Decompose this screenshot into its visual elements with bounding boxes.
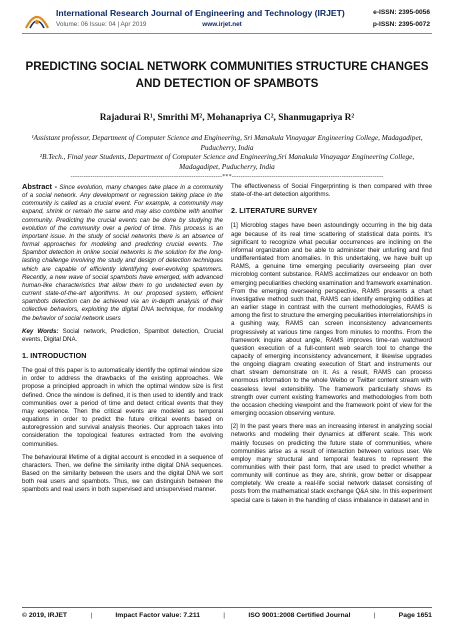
volume-issue: Volume: 06 Issue: 04 | Apr 2019 [56,21,147,28]
intro-paragraph-1: The goal of this paper is to automatically identify the optimal window size in order to address the drawbacks of the existing approaches. We propose a principled approach in which the optimal window size is first defined. Once the window is defined, it is then used to identify and track communities over a period of time and detect critical events that they may experience. Then the critical events are modeled as temporal equations in order to predict the future critical events based on autoregression and survival analysis theories. Our approach takes into consideration the topological features extracted from the evolving communities. [22,367,223,448]
paper-authors: Rajadurai R¹, Smrithi M², Mohanapriya C², Shanmugapriya R² [99,113,355,123]
footer-separator: | [90,612,93,619]
keywords-text: Social network, Prediction, Spambot detection, Crucial events, Digital DNA. [22,327,223,343]
footer-separator: | [373,612,376,619]
affiliation-1: ¹Assistant professor, Department of Computer Science and Engineering, Sri Manakula Vinayagar Engineering College, Madagadipet, Puducherry, India [31,133,423,152]
footer-iso: ISO 9001:2008 Certified Journal [248,612,351,619]
footer-divider [22,607,432,608]
section-heading-introduction: 1. INTRODUCTION [22,350,87,360]
intro-paragraph-continued: The effectiveness of Social Fingerprinting is then compared with three state-of-the-art detection algorithms. [231,183,432,199]
footer-page-number: Page 1651 [398,612,432,619]
affiliation-2: ²B.Tech., Final year Students, Department of Computer Science and Engineering,Sri Manakula Vinayagar Engineering College, Madagadipet, Puducherry, India [39,152,415,171]
section-separator: ---------------------------------------------------------------------***--------------------------------------------------------------------- [70,174,384,180]
abstract-label: Abstract - [22,182,58,191]
journal-website-link[interactable]: www.irjet.net [202,21,242,28]
literature-paragraph-2: [2] In the past years there was an increasing interest in analyzing social networks and modeling their dynamics at different scale. This work mainly focuses on predicting the future state of communities, where communities arise as a result of interaction between various user. We employ many structural and temporal features to represent the communities with their past form, that are used to predict whether a community will continue as they are, shrink, grow better or disappear completely. We create a real-life social network dataset consisting of posts from the mathematical stack exchange Q&A site. In this experiment special care is taken in the handling of class imbalance in dataset and in [231,423,432,504]
literature-paragraph-1: [1] Microblog stages have been astoundingly occurring in the big data age because of its real time scattering of statistical data points. It's significant to recognize what peculiar occurrences are inclining on the informal organization and be able to administer their unfurling and find undifferentiated from anomalies. In this undertaking, we have built up RAMS, a genuine time emerging peculiarity overseeing plan over microblog content substance. RAMS acclimatizes our endeavor on both emerging peculiarities checking examination and framework examination. From the emerging overseeing perspective, RAMS presents a chart investigative method such that, RAMS can identify emerging oddities at an earlier stage in contrast with the current methodologies, RAMS is among the first to structure the emerging peculiarities interrelationships in a gushing way, RAMS can screen inconsistency advancements progressively at various time ranges from minutes to months. From the framework inquire about angle, RAMS improves time-ran watchword question execution of a full-content web search tool to change the capacity of emerging inconsistency advancement, it likewise upgrades the ongoing diagram creating execution of Start and instruments our chart stream demonstrate on it. As a result, RAMS can process enormous information to the whole Weibo or Twitter content stream with ceaseless level extensibility. The framework particularly shows its strength over current existing frameworks and methodologies from both the occasion checking viewpoint and the framework point of view for the emerging occasion observing venture. [231,222,432,418]
page-footer [22,612,432,619]
e-issn: e-ISSN: 2395-0056 [373,9,430,16]
keywords-paragraph [22,328,223,344]
abstract-paragraph [22,183,223,323]
footer-copyright: © 2019, IRJET [22,612,68,619]
irjet-logo [22,7,52,33]
footer-separator: | [223,612,226,619]
intro-paragraph-2: The behavioural lifetime of a digital account is encoded in a sequence of characters. Then, we define the similarity inthe digital DNA sequences. Based on the similarity between the users and the digital DNA we sort both real users and spambots. Thus, we can distinguish between the spambots and real users in both supervised and unsupervised manner. [22,453,223,494]
paper-title: PREDICTING SOCIAL NETWORK COMMUNITIES STRUCTURE CHANGES AND DETECTION OF SPAMBOTS [25,60,429,90]
section-heading-literature-survey: 2. LITERATURE SURVEY [231,206,318,216]
abstract-text: Since evolution, many changes take place in a community of a social network. Any development or regression taking place in the community is called as a crucial event. For example, a community may expand, shrink or remain the same and may also combine with another community. Predicting the crucial events can be done by studying the evolution of the community over a period of time. This process is an important issue. In the study of social networks there is an absence of formal approaches for modeling and predicting crucial events. The Spambot detection in online social networks is the solution for the long-lasting challenge involving the study and design of detection techniques which are capable of efficiently identifying ever-evolving spammers. Recently, a new wave of social spambots have emerged, with advanced human-like characteristics that allow them to go undetected even by current state-of-the-art algorithms. In our proposed system, efficient spambots detection can be achieved via an in-depth analysis of their collective behaviors, exploiting the digital DNA technique, for modeling the behavior of social network users [22,184,223,322]
keywords-label: Key Words: [22,327,59,335]
left-column [22,183,223,499]
header-divider [22,33,432,34]
journal-name: International Research Journal of Engineering and Technology (IRJET) [56,8,345,18]
journal-header [0,0,453,36]
p-issn: p-ISSN: 2395-0072 [372,21,430,28]
footer-impact-factor: Impact Factor value: 7.211 [115,612,201,619]
journal-meta [56,21,242,28]
right-column [231,183,432,510]
